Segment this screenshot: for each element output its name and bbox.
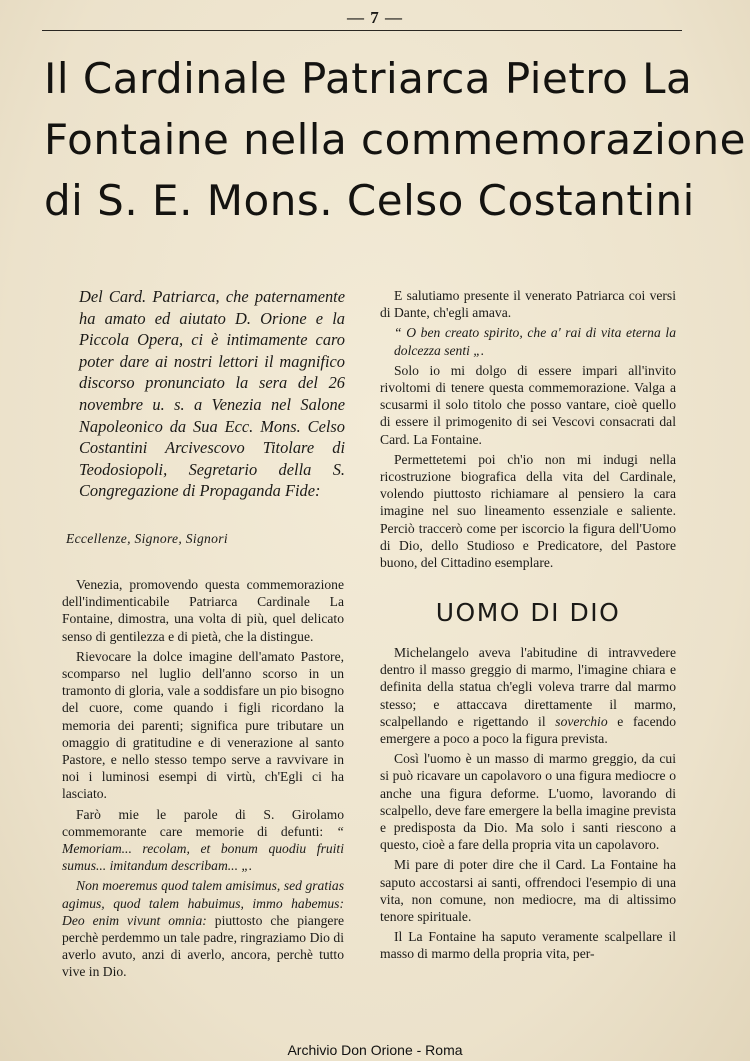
article-title [44,48,746,231]
archive-footer: Archivio Don Orione - Roma [287,1042,463,1058]
latin-quote: Non moeremus quod talem amisimus, sed gratias agimus, quod talem habuimus, immo habemus: Deo enim vivunt omnia: [62,878,344,928]
paragraph [380,644,676,747]
title-line: di S. E. Mons. Celso Costantini [44,176,695,225]
paragraph-text: Michelangelo aveva l'abitudine di intravvedere dentro il masso greggio di marmo, l'imagine chiara e definita della statua ch'egli voleva trarre dal marmo stesso; e attaccava direttamente il marmo, scalpellando e rigettando il [380,645,676,729]
paragraph: Così l'uomo è un masso di marmo greggio, da cui si può ricavare un capolavoro o una figura mediocre o anche una figura deforme. L'uomo, lavorando di scalpello, deve fare emergere la bella imagine prevista e predisposta da Dio. Ma solo i santi riescono a questo, cioè a fare della propria vita un capolavoro. [380,751,676,853]
header-rule [42,30,682,31]
paragraph: Rievocare la dolce imagine dell'amato Pastore, scomparso nel luglio dell'anno scorso in un tramonto di gloria, vale a soddisfare un pio bisogno del cuore, come quando i figli ricordano la memoria dei parenti; significa pure tributare un omaggio di gratitudine e di venerazione al santo Pastore, e nello stesso tempo serve a ravvivare in noi i luminosi esempi di virtù, ch'Egli ci ha lasciato. [62,648,344,802]
section-heading: UOMO DI DIO [435,598,621,627]
paragraph [62,806,344,875]
title-line: Il Cardinale Patriarca Pietro La [44,54,693,103]
left-column-body [62,576,344,984]
paragraph-text: Farò mie le parole di S. Girolamo commemorante care memorie di defunti: [62,806,344,839]
paragraph-text: piuttosto che piangere perchè perdemmo un tale padre, ringraziamo Dio di averlo avuto, anzi di averlo, ancora, perchè tutto vive in Dio. [62,912,345,980]
title-line: Fontaine nella commemorazione [44,115,746,164]
paragraph: E salutiamo presente il venerato Patriarca coi versi di Dante, ch'egli amava. [380,288,676,321]
page-number: — 7 — [347,8,403,27]
editorial-intro: Del Card. Patriarca, che paternamente ha amato ed aiutato D. Orione e la Piccola Opera, ci è intimamente caro poter dare ai nostri lettori il magnifico discorso pronunciato la sera del 26 novembre u. s. a Venezia nel Salone Napoleonico da Sua Ecc. Mons. Celso Costantini Arcivescovo Titolare di Teodosiopoli, Segretario della S. Congregazione di Propaganda Fide: [79,287,345,501]
paragraph: Il La Fontaine ha saputo veramente scalpellare il masso di marmo della propria vita, per- [380,929,676,962]
latin-quote: “ Memoriam... recolam, et bonum quodiu fruiti sumus... imitandum describam... „. [62,823,344,874]
right-column-top [380,287,676,574]
dante-quote: “ O ben creato spirito, che a' rai di vita eterna la dolcezza senti „. [394,325,676,358]
paragraph: Solo io mi dolgo di essere impari all'invito rivoltomi di tenere questa commemorazione. Valga a scusarmi il solo titolo che posso vantare, cioè quello di essere il primogenito di sei Vescovi consacrati dal Card. La Fontaine. [380,362,676,447]
paragraph: Mi pare di poter dire che il Card. La Fontaine ha saputo accostarsi ai santi, offrendoci l'esempio di una vita, non comune, non mediocre, ma di altissimo tenore spirituale. [380,857,676,925]
salutation: Eccellenze, Signore, Signori [66,531,228,546]
paragraph: Permettetemi poi ch'io non mi indugi nella ricostruzione biografica della vita del Cardinale, volendo piuttosto richiamare al pensiero la cara imagine nel suo lineamento essenziale e saliente. Perciò traccerò come per iscorcio la figura dell'Uomo di Dio, dello Studioso e Predicatore, del Pastore buono, del Cittadino esemplare. [380,451,676,571]
right-column-bottom [380,644,676,966]
paragraph: Venezia, promovendo questa commemorazione dell'indimenticabile Patriarca Cardinale La Fontaine, dimostra, una volta di più, quel delicato senso di gentilezza e di pietà, che la distingue. [62,577,344,644]
italic-word: soverchio [555,713,608,729]
paragraph [62,877,344,980]
paragraph-text: e facendo emergere a poco a poco la figura prevista. [380,713,676,747]
